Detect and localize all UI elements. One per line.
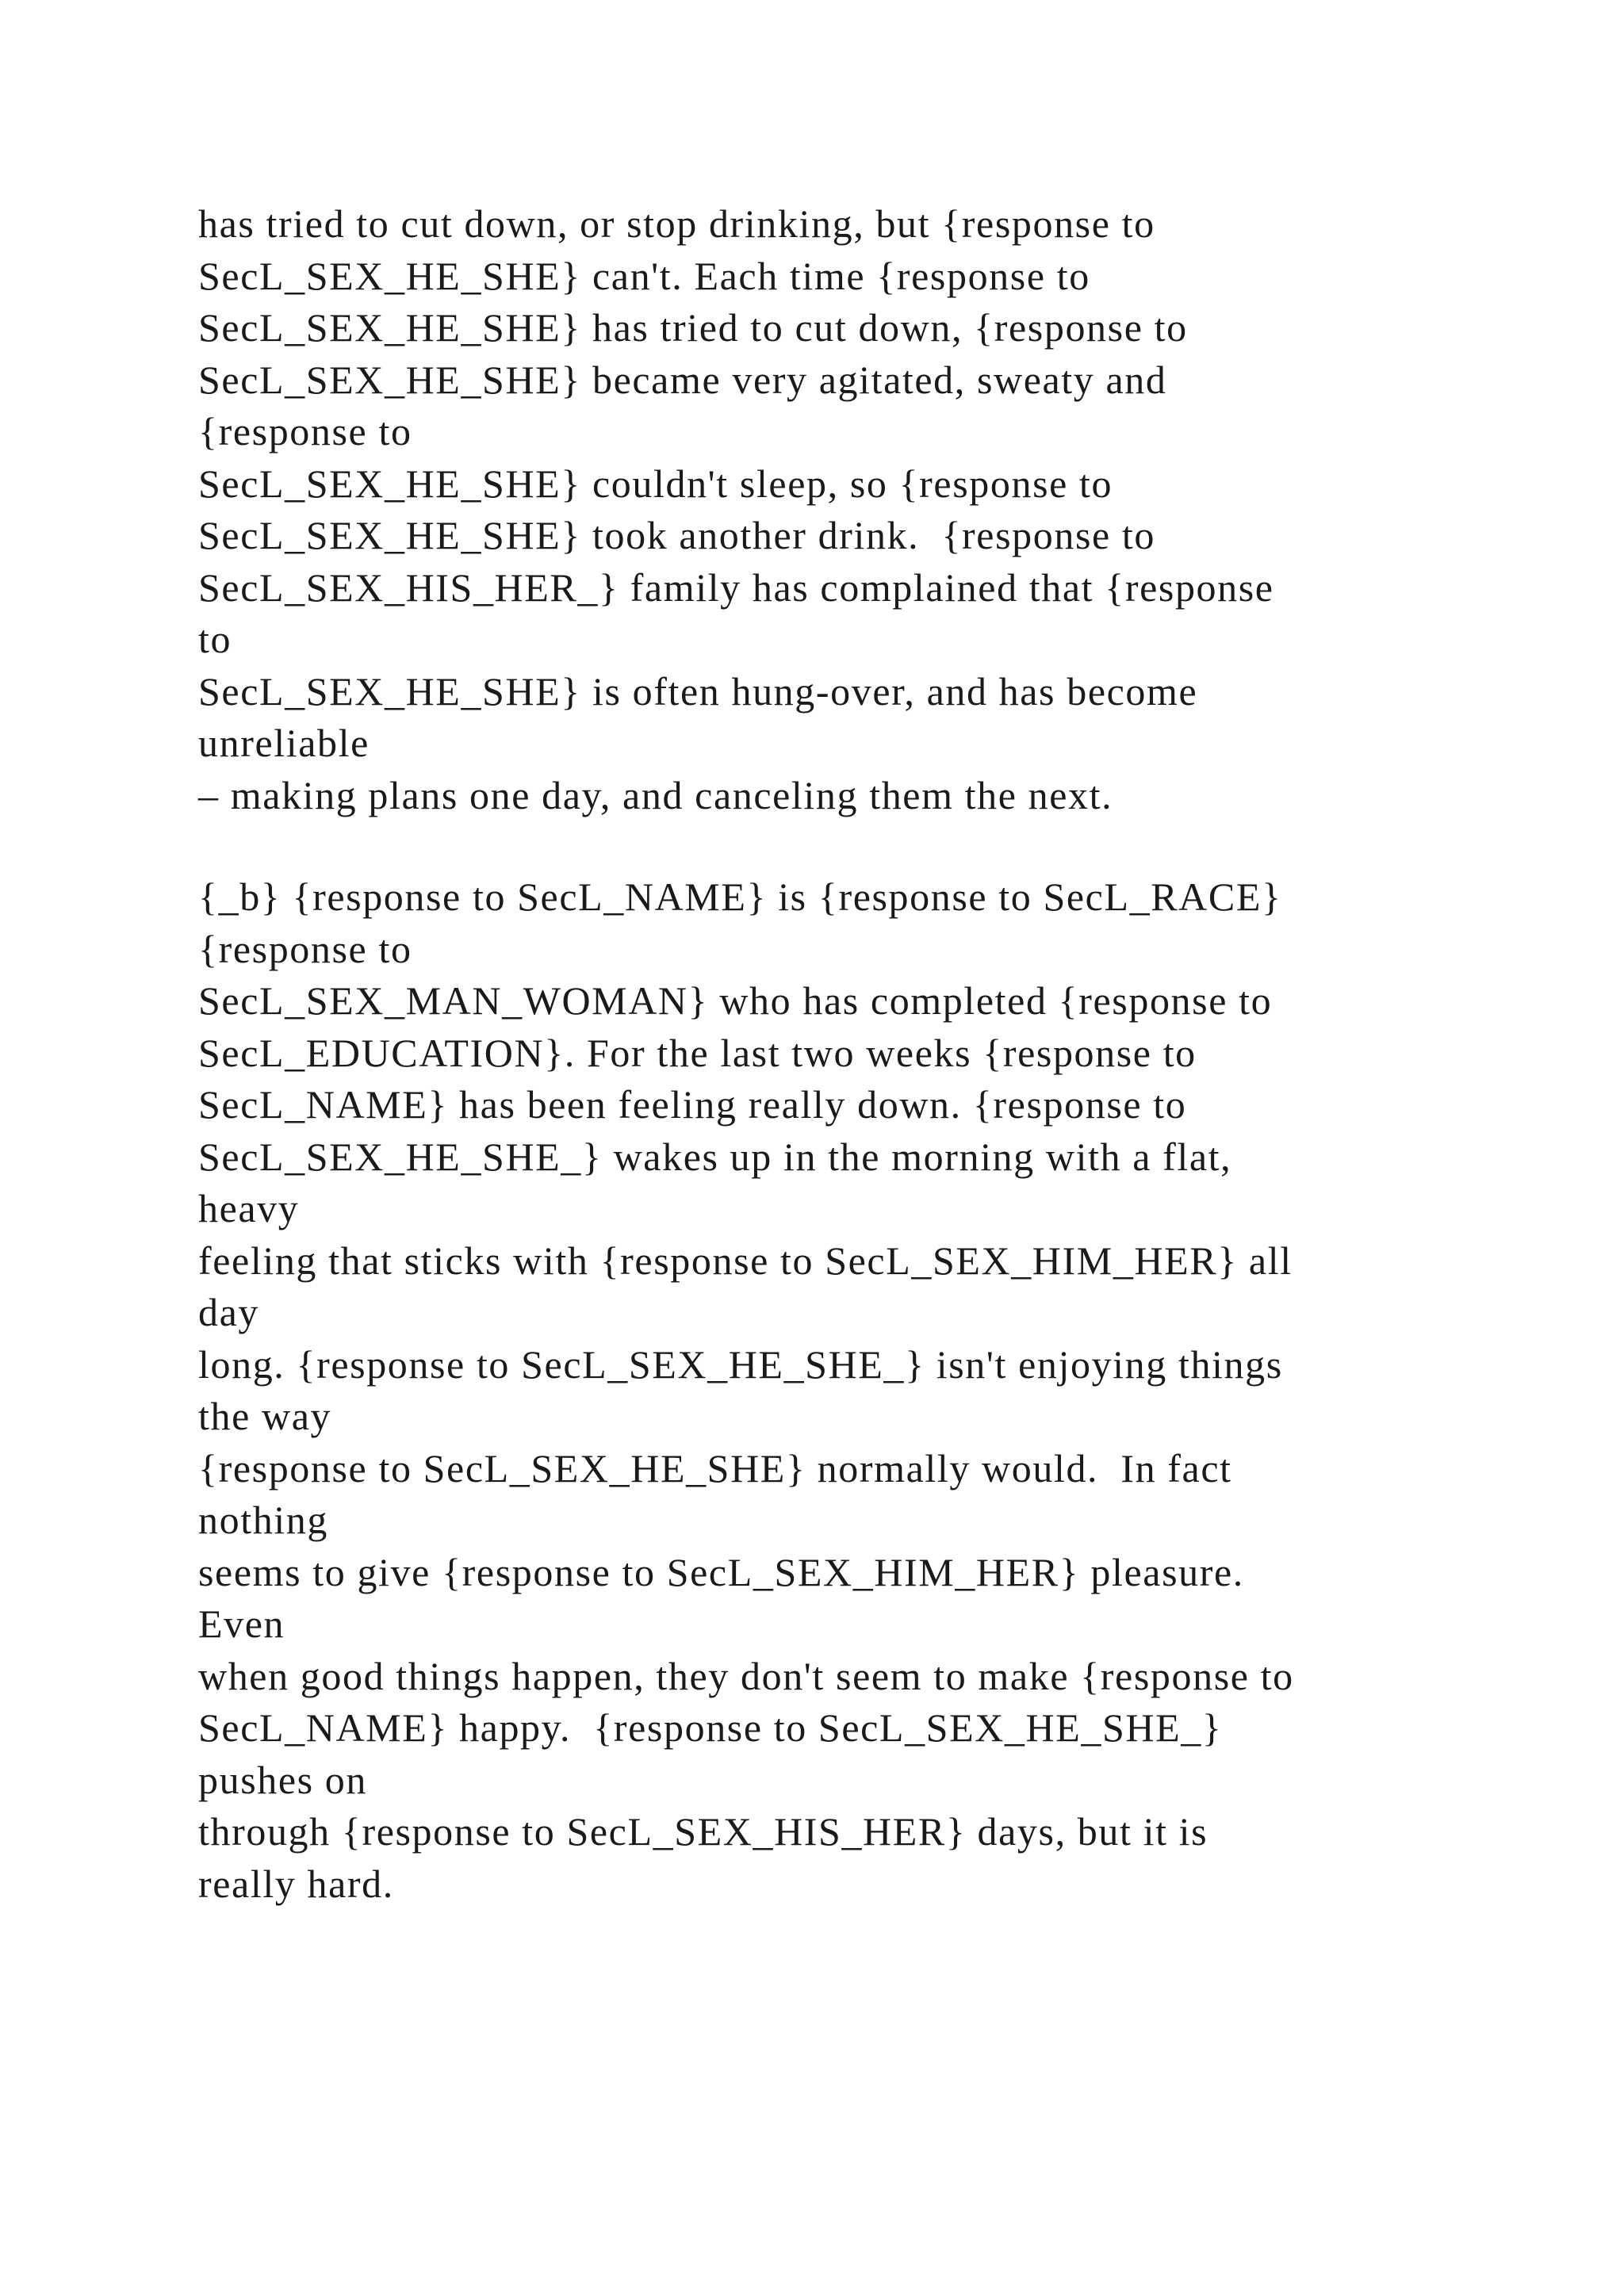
text-line: {_b} {response to SecL_NAME} is {response to SecL_RACE} — [198, 874, 1282, 919]
text-line: {response to SecL_SEX_HE_SHE} normally would. In fact — [198, 1445, 1232, 1490]
text-line: pushes on — [198, 1757, 368, 1802]
text-line: the way — [198, 1394, 332, 1438]
text-line: SecL_SEX_HIS_HER_} family has complained that {response — [198, 564, 1274, 610]
text-line: SecL_SEX_HE_SHE} took another drink. {response to — [198, 513, 1156, 557]
text-line: SecL_SEX_HE_SHE_} wakes up in the morning with a flat, — [198, 1134, 1232, 1179]
text-line: SecL_SEX_HE_SHE} can't. Each time {response to — [198, 253, 1090, 298]
text-line: really hard. — [198, 1861, 394, 1906]
text-line: SecL_NAME} happy. {response to SecL_SEX_HE_SHE_} — [198, 1705, 1223, 1750]
text-line: unreliable — [198, 721, 370, 765]
text-line: {response to — [198, 409, 412, 453]
paragraph-depression-vignette — [198, 871, 1507, 1910]
text-line: SecL_SEX_HE_SHE} has tried to cut down, {response to — [198, 305, 1188, 350]
text-line: SecL_SEX_MAN_WOMAN} who has completed {response to — [198, 978, 1273, 1023]
text-line: through {response to SecL_SEX_HIS_HER} days, but it is — [198, 1809, 1208, 1854]
text-line: long. {response to SecL_SEX_HE_SHE_} isn't enjoying things — [198, 1341, 1283, 1387]
paragraph-drinking-vignette — [198, 198, 1507, 821]
text-line: – making plans one day, and canceling them the next. — [198, 772, 1113, 817]
text-line: day — [198, 1290, 259, 1334]
text-line: SecL_NAME} has been feeling really down. {response to — [198, 1082, 1187, 1127]
text-line: to — [198, 617, 232, 661]
text-line: Even — [198, 1601, 285, 1646]
text-line: seems to give {response to SecL_SEX_HIM_HER} pleasure. — [198, 1549, 1244, 1594]
text-line: feeling that sticks with {response to SecL_SEX_HIM_HER} all — [198, 1238, 1293, 1283]
text-line: SecL_SEX_HE_SHE} couldn't sleep, so {response to — [198, 461, 1113, 506]
text-line: SecL_SEX_HE_SHE} is often hung-over, and has become — [198, 668, 1198, 714]
text-line: nothing — [198, 1498, 328, 1542]
text-line: SecL_SEX_HE_SHE} became very agitated, sweaty and — [198, 357, 1167, 402]
text-line: SecL_EDUCATION}. For the last two weeks {response to — [198, 1030, 1197, 1075]
text-line: has tried to cut down, or stop drinking, but {response to — [198, 201, 1155, 246]
text-line: {response to — [198, 926, 412, 971]
text-line: heavy — [198, 1186, 300, 1230]
text-line: when good things happen, they don't seem to make {response to — [198, 1653, 1294, 1698]
